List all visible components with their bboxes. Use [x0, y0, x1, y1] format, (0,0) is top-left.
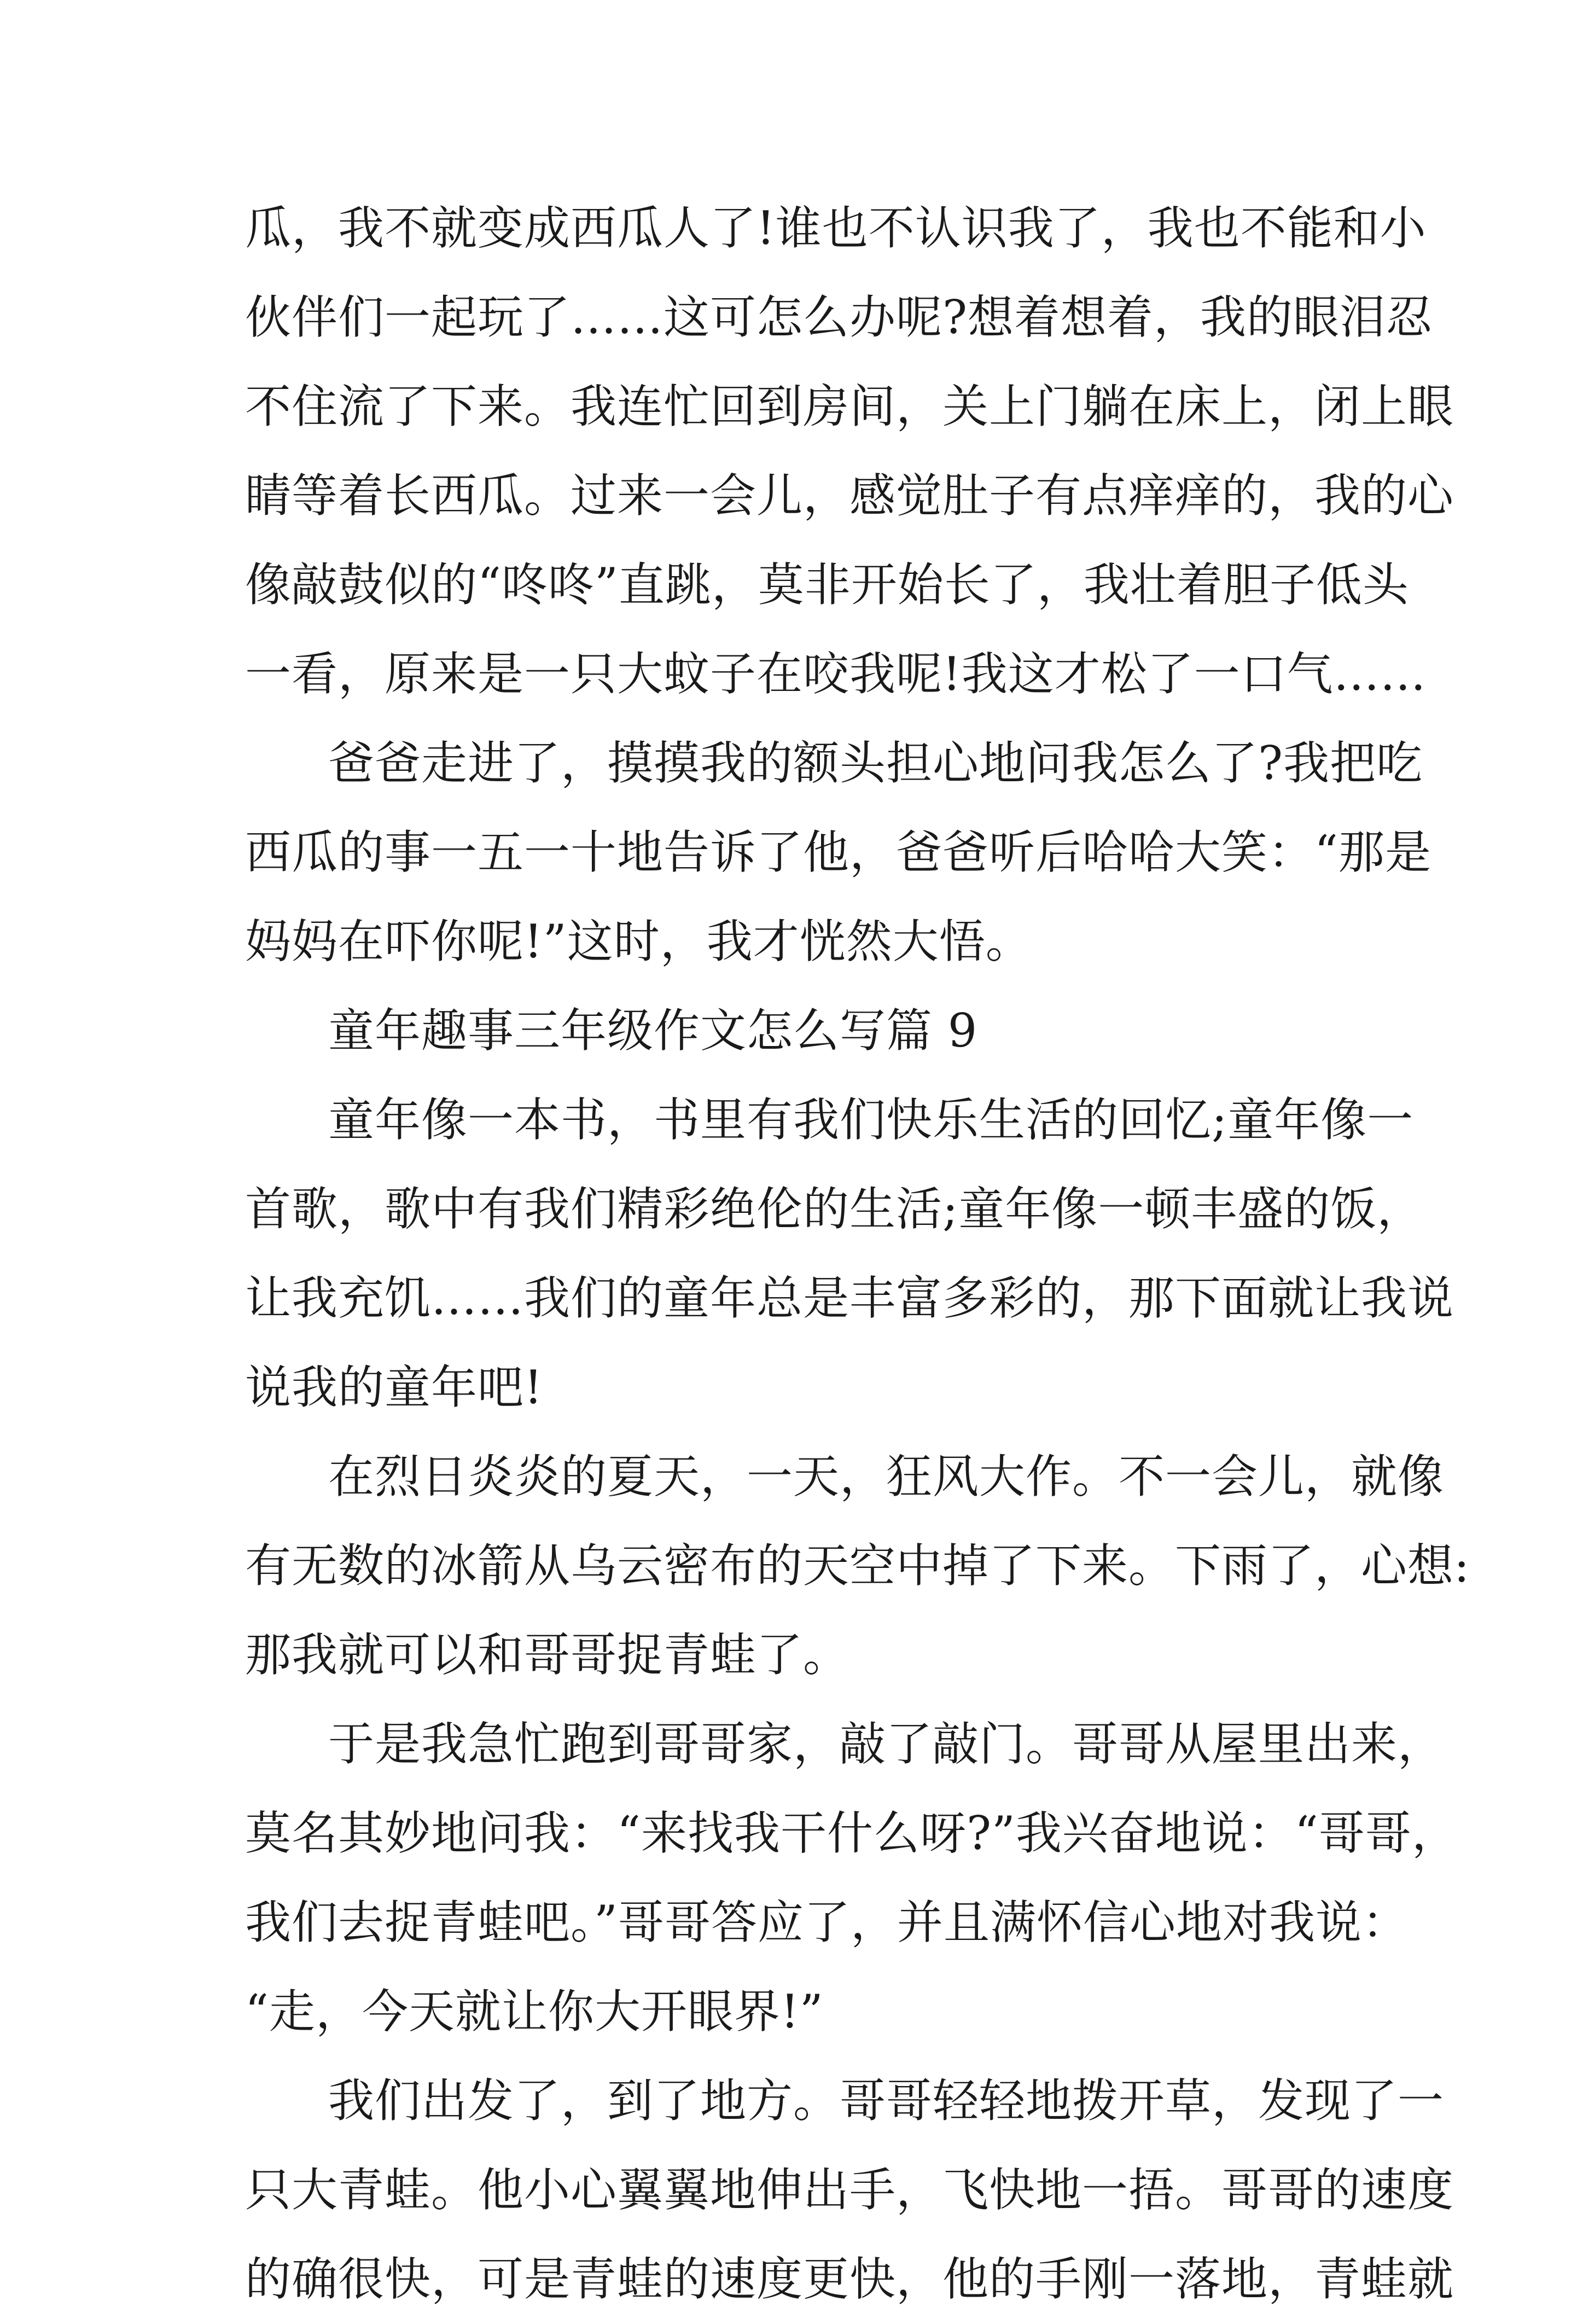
text-line: 童年趣事三年级作文怎么写篇 9: [328, 1004, 978, 1058]
text-line: 西瓜的事一五一十地告诉了他，爸爸听后哈哈大笑：“那是: [245, 826, 1431, 879]
text-line: 像敲鼓似的“咚咚”直跳，莫非开始长了，我壮着胆子低头: [245, 558, 1409, 612]
text-line: “走，今天就让你大开眼界!”: [245, 1985, 824, 2038]
text-line: 我们去捉青蛙吧。”哥哥答应了，并且满怀信心地对我说：: [245, 1896, 1409, 1949]
text-line: 伙伴们一起玩了……这可怎么办呢?想着想着，我的眼泪忍: [245, 290, 1433, 344]
text-line: 那我就可以和哥哥捉青蛙了。: [245, 1628, 850, 1682]
text-line: 于是我急忙跑到哥哥家，敲了敲门。哥哥从屋里出来，: [328, 1717, 1445, 1771]
text-line: 妈妈在吓你呢!”这时，我才恍然大悟。: [245, 915, 1032, 968]
text-line: 让我充饥……我们的童年总是丰富多彩的，那下面就让我说: [245, 1271, 1454, 1325]
text-line: 只大青蛙。他小心翼翼地伸出手，飞快地一捂。哥哥的速度: [245, 2163, 1454, 2217]
text-line: 莫名其妙地问我：“来找我干什么呀?”我兴奋地说：“哥哥，: [245, 1806, 1458, 1860]
text-line: 在烈日炎炎的夏天，一天，狂风大作。不一会儿，就像: [328, 1450, 1445, 1503]
text-line: 童年像一本书，书里有我们快乐生活的回忆;童年像一: [328, 1093, 1414, 1147]
text-line: 不住流了下来。我连忙回到房间，关上门躺在床上，闭上眼: [245, 380, 1454, 433]
text-line: 爸爸走进了，摸摸我的额头担心地问我怎么了?我把吃: [328, 736, 1423, 790]
text-line: 我们出发了，到了地方。哥哥轻轻地拨开草，发现了一: [328, 2074, 1445, 2128]
text-line: 说我的童年吧!: [245, 1361, 543, 1414]
text-line: 有无数的冰箭从乌云密布的天空中掉了下来。下雨了，心想:: [245, 1539, 1470, 1593]
text-line: 的确很快，可是青蛙的速度更快，他的手刚一落地，青蛙就: [245, 2252, 1454, 2306]
text-line: 瓜，我不就变成西瓜人了!谁也不认识我了，我也不能和小: [245, 201, 1427, 255]
text-line: 一看，原来是一只大蚊子在咬我呢!我这才松了一口气……: [245, 647, 1427, 701]
text-line: 睛等着长西瓜。过来一会儿，感觉肚子有点痒痒的，我的心: [245, 469, 1454, 522]
text-line: 首歌，歌中有我们精彩绝伦的生活;童年像一顿丰盛的饭，: [245, 1182, 1424, 1236]
document-body: [245, 184, 1470, 2324]
